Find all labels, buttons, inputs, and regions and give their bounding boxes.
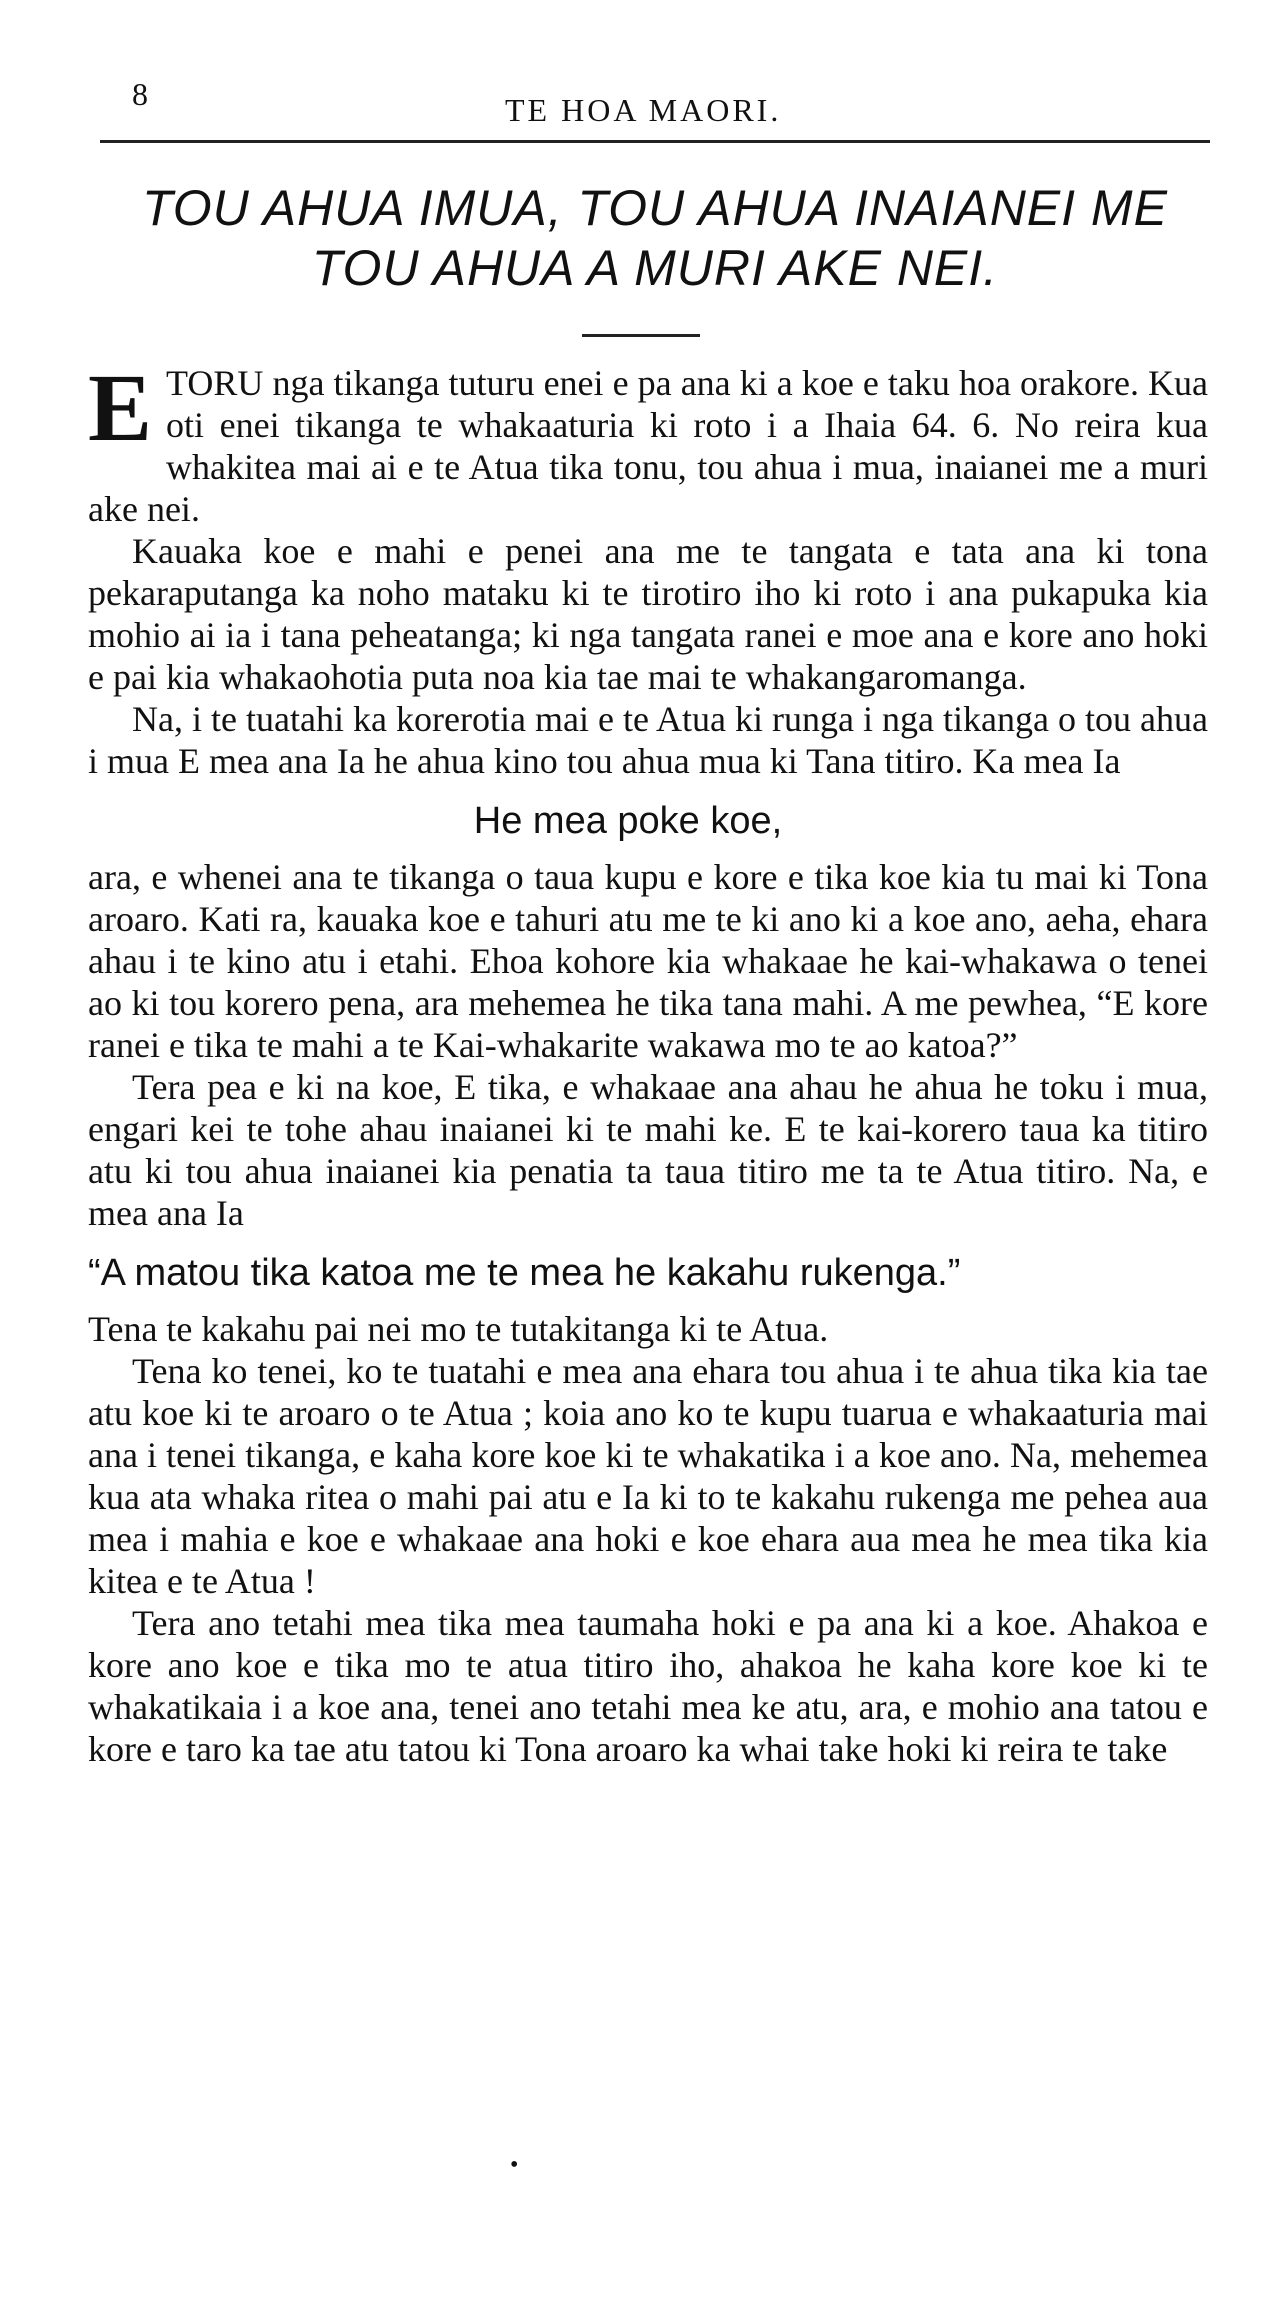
footer-mark: •	[510, 2152, 519, 2178]
title-rule	[582, 334, 700, 337]
header-rule	[100, 140, 1210, 143]
article-body	[88, 340, 1208, 1770]
paragraph-7: Tena ko tenei, ko te tuatahi e mea ana ehara tou ahua i te ahua tika kia tae atu koe ki te aroaro o te Atua ; koia ano ko te kupu tuarua e whakaaturia mai ana i tenei tikanga, e kaha kore koe ki te whakatika i a koe ano. Na, mehemea kua ata whaka ritea o mahi pai atu e Ia ki to te kakahu rukenga me pehea aua mea i mahia e koe e whakaae ana hoki e koe ehara aua mea he mea tika kia kitea e te Atua !	[88, 1351, 1208, 1601]
paragraph-6: Tena te kakahu pai nei mo te tutakitanga ki te Atua.	[88, 1309, 829, 1349]
emphasis-quote: “A matou tika katoa me te mea he kakahu rukenga.”	[88, 1252, 961, 1294]
emphasis-line-1: He mea poke koe,	[473, 800, 783, 842]
drop-cap: E	[88, 354, 153, 461]
page-number: 8	[132, 76, 148, 112]
paragraph-3: Na, i te tuatahi ka korerotia mai e te Atua ki runga i nga tikanga o tou ahua i mua E mea ana Ia he ahua kino tou ahua mua ki Tana titiro. Ka mea Ia	[88, 699, 1208, 781]
paragraph-5: Tera pea e ki na koe, E tika, e whakaae ana ahau he ahua he toku i mua, engari kei te tohe ahau inaianei ki te mahi ke. E te kai-korero taua ka titiro atu ki tou ahua inaianei kia penatia ta taua titiro me ta te Atua titiro. Na, e mea ana Ia	[88, 1067, 1208, 1233]
running-title: TE HOA MAORI.	[505, 92, 782, 128]
article-title: TOU AHUA IMUA, TOU AHUA INAIANEI ME TOU AHUA A MURI AKE NEI.	[142, 180, 1168, 296]
paragraph-1-text: TORU nga tikanga tuturu enei e pa ana ki a koe e taku hoa orakore. Kua oti enei tikanga te whakaaturia ki roto i a Ihaia 64. 6. No reira kua whakitea mai ai e te Atua tika tonu, tou ahua i mua, inaianei me a muri ake nei.	[88, 363, 1208, 529]
paragraph-1	[88, 354, 1208, 530]
paragraph-2: Kauaka koe e mahi e penei ana me te tangata e tata ana ki tona pekaraputanga ka noho mataku ki te tirotiro iho ki roto i ana pukapuka kia mohio ai ia i tana peheatanga; ki nga tangata ranei e moe ana e kore ano hoki e pai kia whakaohotia puta noa kia tae mai te whakangaromanga.	[88, 531, 1208, 697]
page-header	[100, 72, 1210, 132]
paragraph-4: ara, e whenei ana te tikanga o taua kupu e kore e tika koe kia tu mai ki Tona aroaro. Kati ra, kauaka koe e tahuri atu me te ki ano ki a koe ano, aeha, ehara ahau i te kino atu i etahi. Ehoa kohore kia whakaae he kai-whakawa o tenei ao ki tou korero pena, ara mehemea he tika tana mahi. A me pewhea, “E kore ranei e tika te mahi a te Kai-whakarite wakawa mo te ao katoa?”	[88, 857, 1208, 1065]
paragraph-8: Tera ano tetahi mea tika mea taumaha hoki e pa ana ki a koe. Ahakoa e kore ano koe e tika mo te atua titiro iho, ahakoa he kaha kore koe ki te whakatikaia i a koe ana, tenei ano tetahi mea ke atu, ara, e mohio ana tatou e kore e taro ka tae atu tatou ki Tona aroaro ka whai take hoki ki reira te take	[88, 1603, 1208, 1769]
